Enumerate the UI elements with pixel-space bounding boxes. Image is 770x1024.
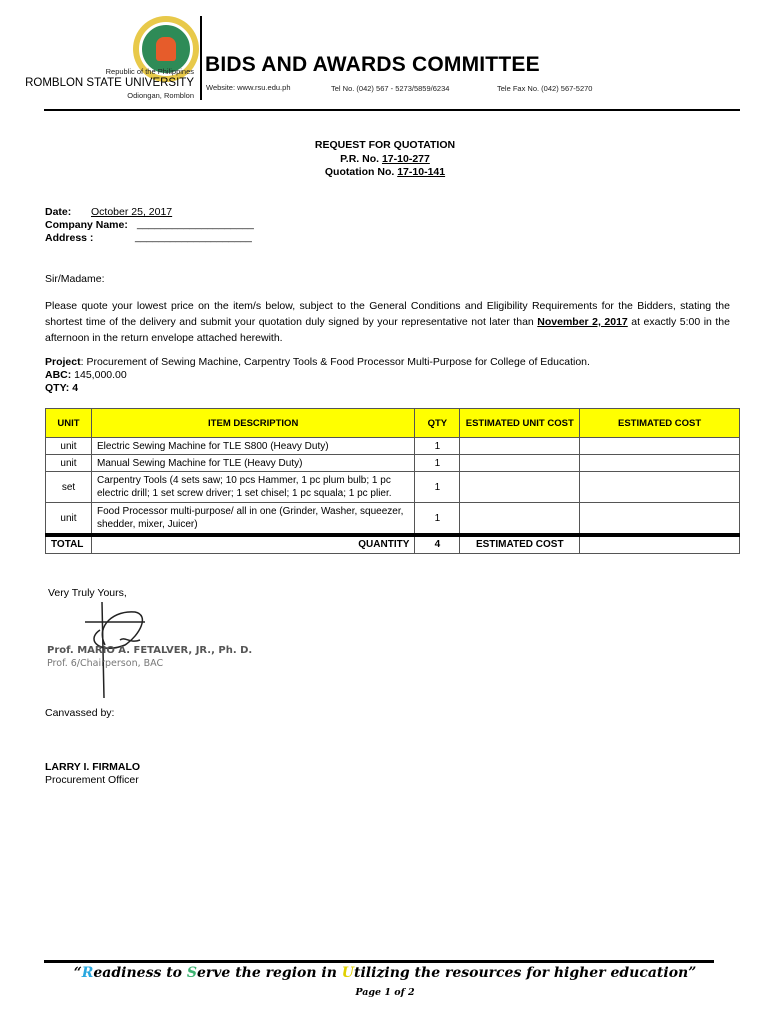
table-row: [46, 503, 740, 536]
total-cost-cell[interactable]: [580, 535, 740, 553]
officer-title: Procurement Officer: [45, 774, 139, 786]
cost-cell[interactable]: [580, 472, 740, 503]
valediction: Very Truly Yours,: [48, 587, 127, 599]
date-label: Date:: [45, 206, 72, 218]
body-text-2: at exactly 5:00 in the afternoon in the return envelope attached herewith.: [45, 316, 730, 344]
unit-cell: unit: [46, 438, 92, 455]
quote-label: Quotation No.: [324, 166, 395, 178]
date-value: October 25, 2017: [91, 206, 173, 218]
table-header-row: [46, 409, 740, 438]
abc-label: ABC:: [45, 369, 72, 381]
project-line: [45, 356, 590, 368]
table-row: [46, 438, 740, 455]
republic-label: Republic of the Philippines: [105, 67, 194, 76]
qty-cell: 1: [415, 503, 460, 536]
deadline: November 2, 2017: [537, 316, 628, 328]
officer-name: LARRY I. FIRMALO: [45, 761, 141, 773]
quote-value: 17-10-141: [397, 166, 446, 178]
col-cost: ESTIMATED COST: [580, 409, 740, 438]
col-unit-cost: ESTIMATED UNIT COST: [460, 409, 580, 438]
footer-rule: [44, 960, 714, 963]
qty-cell: 1: [415, 472, 460, 503]
total-row: [46, 535, 740, 553]
committee-title: BIDS AND AWARDS COMMITTEE: [205, 53, 540, 76]
qty-line: QTY: 4: [45, 382, 79, 394]
table-row: [46, 455, 740, 472]
unit-cell: unit: [46, 455, 92, 472]
unit-cost-cell[interactable]: [460, 438, 580, 455]
page-current: 1: [384, 987, 391, 998]
unit-cost-cell[interactable]: [460, 455, 580, 472]
col-unit: UNIT: [46, 409, 92, 438]
cost-cell[interactable]: [580, 503, 740, 536]
project-value: : Procurement of Sewing Machine, Carpentry Tools & Food Processor Multi-Purpose for College of Education.: [80, 356, 590, 368]
motto-s: S: [186, 965, 198, 981]
page-label: Page: [355, 987, 382, 998]
quotation-number: [0, 166, 770, 178]
motto-text: eadiness to: [93, 965, 187, 981]
location: Odiongan, Romblon: [127, 91, 194, 100]
doc-heading: REQUEST FOR QUOTATION: [314, 139, 456, 151]
items-table: [45, 408, 740, 554]
canvassed-label: Canvassed by:: [45, 707, 115, 719]
signatory-title: Prof. 6/Chairperson, BAC: [47, 658, 164, 669]
project-label: Project: [45, 356, 81, 368]
company-label: Company Name:: [45, 219, 128, 231]
quantity-label: QUANTITY: [91, 535, 414, 553]
est-cost-label: ESTIMATED COST: [460, 535, 580, 553]
pr-label: P.R. No.: [340, 153, 380, 165]
col-qty: QTY: [415, 409, 460, 438]
unit-cost-cell[interactable]: [460, 503, 580, 536]
motto-text: erve the region in: [197, 965, 342, 981]
quote-open: “: [73, 965, 82, 981]
fax-no: Tele Fax No. (042) 567-5270: [497, 84, 593, 93]
desc-cell: Carpentry Tools (4 sets saw; 10 pcs Hammer, 1 pc plum bulb; 1 pc electric drill; 1 set screw driver; 1 set chisel; 1 pc squala; 1 pc plier.: [91, 472, 414, 503]
website: Website: www.rsu.edu.ph: [206, 83, 291, 92]
university-name: ROMBLON STATE UNIVERSITY: [25, 77, 194, 89]
total-qty: 4: [415, 535, 460, 553]
letter-body: [45, 298, 730, 346]
pr-value: 17-10-277: [381, 153, 430, 165]
desc-cell: Electric Sewing Machine for TLE S800 (Heavy Duty): [91, 438, 414, 455]
page-number: [0, 987, 770, 998]
cost-cell[interactable]: [580, 438, 740, 455]
tel-no: Tel No. (042) 567 - 5273/5859/6234: [331, 84, 450, 93]
company-field[interactable]: ____________________: [137, 218, 254, 230]
signatory-name: Prof. MARIO A. FETALVER, JR., Ph. D.: [47, 645, 253, 656]
header-divider: [200, 16, 202, 100]
motto-u: U: [341, 965, 355, 981]
address-field[interactable]: ____________________: [135, 231, 252, 243]
unit-cell: unit: [46, 503, 92, 536]
salutation: Sir/Madame:: [45, 273, 105, 285]
abc-value: 145,000.00: [71, 369, 127, 381]
header-rule: [44, 109, 740, 111]
qty-cell: 1: [415, 455, 460, 472]
abc-line: [45, 369, 127, 381]
pr-number: [0, 153, 770, 165]
col-description: ITEM DESCRIPTION: [91, 409, 414, 438]
unit-cell: set: [46, 472, 92, 503]
desc-cell: Manual Sewing Machine for TLE (Heavy Duty): [91, 455, 414, 472]
address-label: Address :: [45, 232, 94, 244]
table-row: [46, 472, 740, 503]
motto-text: tilizing the resources for higher education: [354, 965, 689, 981]
cost-cell[interactable]: [580, 455, 740, 472]
quote-close: ”: [688, 965, 697, 981]
desc-cell: Food Processor multi-purpose/ all in one (Grinder, Washer, squeezer, shedder, mixer, Juicer): [91, 503, 414, 536]
motto-r: R: [81, 965, 94, 981]
page-of: of: [394, 987, 405, 998]
qty-cell: 1: [415, 438, 460, 455]
motto: [0, 965, 770, 981]
unit-cost-cell[interactable]: [460, 472, 580, 503]
page-total: 2: [408, 987, 415, 998]
total-label: TOTAL: [46, 535, 92, 553]
body-text: Please quote your lowest price on the item/s below, subject to the General Conditions and Eligibility Requirements for the Bidders, stating the shortest time of the delivery and submit your quotation duly signed by your representative not later than: [45, 300, 730, 328]
